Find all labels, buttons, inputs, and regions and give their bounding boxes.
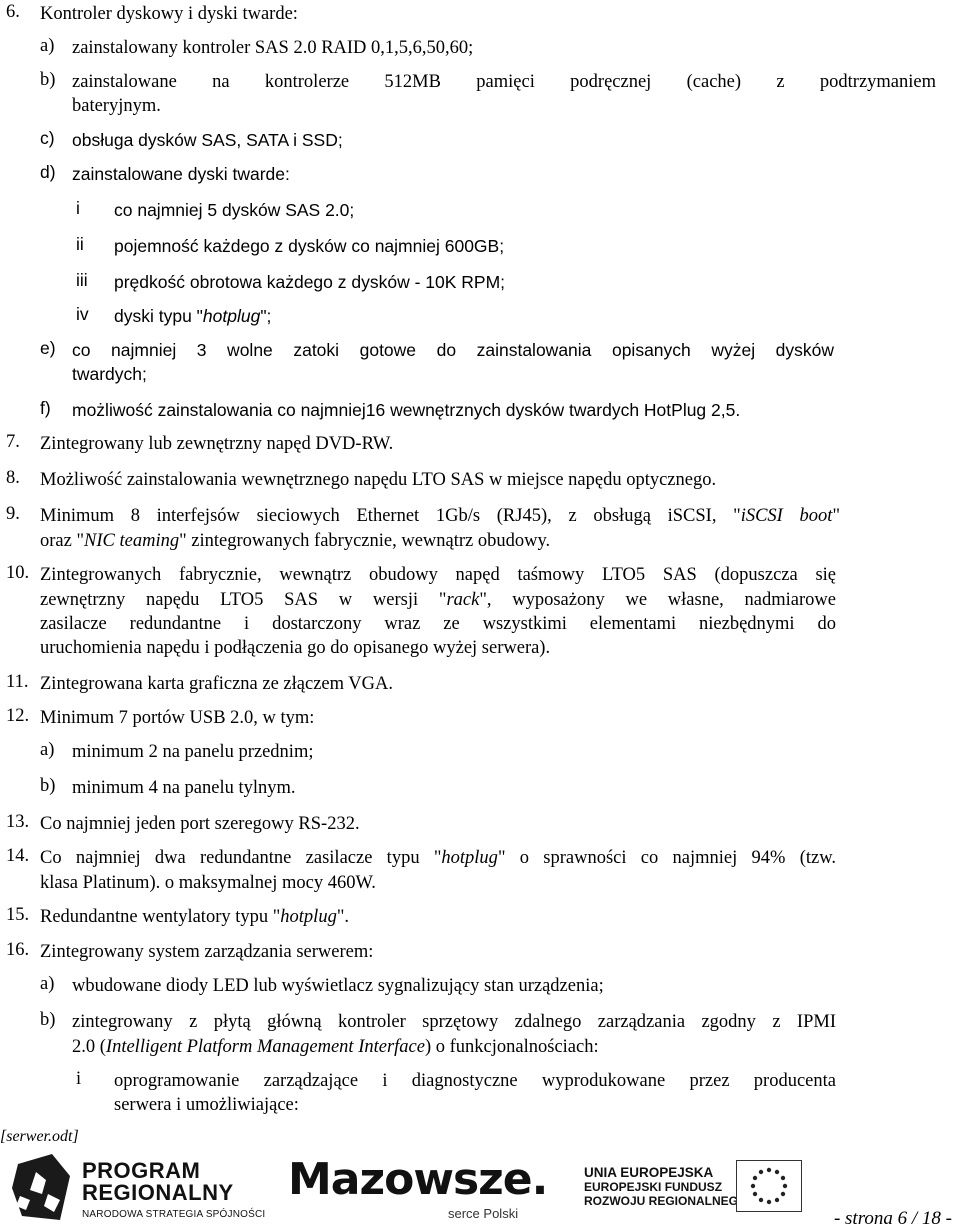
eu-line: UNIA EUROPEJSKA: [584, 1165, 714, 1180]
list-item: pojemność każdego z dysków co najmniej 600GB;: [114, 236, 505, 256]
item-letter: b): [40, 776, 56, 796]
list-item: możliwość zainstalowania co najmniej16 wewnętrznych dysków twardych HotPlug 2,5.: [72, 400, 741, 420]
eu-logo: [584, 1160, 814, 1220]
footer-logos: [0, 1150, 960, 1232]
program-regionalny-logo: [12, 1154, 272, 1226]
list-item-line: zintegrowany z płytą główną kontroler sprzętowy zdalnego zarządzania zgodny z IPMI: [72, 1012, 836, 1032]
program-star-icon: [12, 1154, 74, 1224]
list-item: Zintegrowany lub zewnętrzny napęd DVD-RW.: [40, 434, 394, 454]
eu-line: ROZWOJU REGIONALNEGO: [584, 1194, 748, 1208]
text-run: " zintegrowanych fabrycznie, wewnątrz obudowy.: [179, 531, 551, 551]
footer-filename: [serwer.odt]: [0, 1128, 79, 1145]
list-item: Co najmniej jeden port szeregowy RS-232.: [40, 814, 360, 834]
text-run: ", wyposażony we własne, nadmiarowe: [479, 590, 836, 610]
text-run: " o sprawności co najmniej 94% (tzw.: [497, 848, 837, 868]
list-item: Zintegrowana karta graficzna ze złączem VGA.: [40, 674, 394, 694]
text-run: dyski typu ": [114, 306, 203, 326]
item-letter: e): [40, 338, 56, 358]
item-number: 11.: [6, 672, 29, 692]
list-item-line: uruchomienia napędu i podłączenia go do opisanego wyżej serwera).: [40, 638, 551, 658]
italic-term: hotplug: [202, 306, 261, 326]
program-line: PROGRAM: [82, 1158, 201, 1183]
item-number: 15.: [6, 905, 30, 925]
list-item: wbudowane diody LED lub wyświetlacz sygnalizujący stan urządzenia;: [72, 976, 604, 996]
list-item: Kontroler dyskowy i dyski twarde:: [40, 4, 298, 24]
text-run: zewnętrzny napędu LTO5 SAS w wersji ": [40, 590, 447, 610]
item-roman: i: [76, 198, 80, 218]
text-run: ": [832, 506, 840, 526]
list-item-line: Zintegrowanych fabrycznie, wewnątrz obudowy napęd taśmowy LTO5 SAS (dopuszcza się: [40, 565, 836, 585]
mazowsze-wordmark: Mazowsze.: [288, 1154, 548, 1205]
item-roman: iii: [76, 270, 88, 290]
eu-line: EUROPEJSKI FUNDUSZ: [584, 1180, 723, 1194]
text-run: ";: [260, 306, 272, 326]
list-item-line: klasa Platinum). o maksymalnej mocy 460W.: [40, 873, 376, 893]
italic-term: iSCSI boot: [740, 506, 833, 526]
list-item-line: [40, 588, 836, 612]
list-item-line: twardych;: [72, 364, 147, 384]
italic-term: hotplug: [441, 848, 498, 868]
text-run: ) o funkcjonalnościach:: [424, 1037, 599, 1057]
text-run: Minimum 8 interfejsów sieciowych Ethernet 1Gb/s (RJ45), z obsługą iSCSI, ": [40, 506, 741, 526]
list-item: zainstalowane dyski twarde:: [72, 164, 290, 184]
list-item: minimum 4 na panelu tylnym.: [72, 778, 296, 798]
list-item: Minimum 7 portów USB 2.0, w tym:: [40, 708, 315, 728]
italic-term: rack: [446, 590, 480, 610]
list-item: [40, 905, 349, 929]
eu-text: [584, 1166, 747, 1208]
text-run: 2.0 (: [72, 1037, 106, 1057]
item-letter: a): [40, 740, 55, 760]
list-item-line: [40, 504, 840, 528]
item-number: 13.: [6, 812, 30, 832]
item-number: 14.: [6, 846, 30, 866]
item-number: 16.: [6, 940, 30, 960]
list-item-line: [40, 846, 836, 870]
list-item-line: oprogramowanie zarządzające i diagnostyczne wyprodukowane przez producenta: [114, 1071, 836, 1091]
eu-flag-icon: [736, 1160, 802, 1212]
text-run: Co najmniej dwa redundantne zasilacze typu ": [40, 848, 442, 868]
item-roman: ii: [76, 234, 84, 254]
list-item: zainstalowany kontroler SAS 2.0 RAID 0,1,5,6,50,60;: [72, 38, 474, 58]
list-item-line: co najmniej 3 wolne zatoki gotowe do zainstalowania opisanych wyżej dysków: [72, 340, 834, 360]
italic-term: Intelligent Platform Management Interface: [105, 1037, 425, 1057]
list-item: prędkość obrotowa każdego z dysków - 10K RPM;: [114, 272, 506, 292]
item-letter: f): [40, 398, 51, 418]
list-item-line: zainstalowane na kontrolerze 512MB pamięci podręcznej (cache) z podtrzymaniem: [72, 72, 936, 92]
list-item-line: zasilacze redundantne i dostarczony wraz ze wszystkimi elementami niezbędnymi do: [40, 614, 836, 634]
page-number: - strona 6 / 18 -: [833, 1208, 952, 1229]
mazowsze-subtitle: serce Polski: [448, 1206, 519, 1221]
list-item-line: serwera i umożliwiające:: [114, 1095, 299, 1115]
item-letter: a): [40, 36, 55, 56]
item-number: 6.: [6, 2, 20, 22]
item-roman: iv: [76, 304, 89, 324]
item-number: 7.: [6, 432, 20, 452]
program-line: REGIONALNY: [82, 1180, 234, 1205]
list-item-line: bateryjnym.: [72, 96, 161, 116]
item-letter: c): [40, 128, 55, 148]
program-line: NARODOWA STRATEGIA SPÓJNOŚCI: [82, 1209, 266, 1220]
italic-term: hotplug: [280, 907, 337, 927]
list-item: [114, 304, 271, 328]
italic-term: NIC teaming: [84, 531, 180, 551]
list-item-line: [72, 1035, 599, 1059]
item-number: 10.: [6, 563, 30, 583]
item-letter: a): [40, 974, 55, 994]
text-run: oraz ": [40, 531, 85, 551]
list-item: Zintegrowany system zarządzania serwerem:: [40, 942, 374, 962]
text-run: ".: [336, 907, 350, 927]
list-item: obsługa dysków SAS, SATA i SSD;: [72, 130, 343, 150]
list-item: Możliwość zainstalowania wewnętrznego napędu LTO SAS w miejsce napędu optycznego.: [40, 470, 717, 490]
text-run: Redundantne wentylatory typu ": [40, 907, 281, 927]
list-item: minimum 2 na panelu przednim;: [72, 742, 314, 762]
list-item: co najmniej 5 dysków SAS 2.0;: [114, 200, 355, 220]
item-letter: b): [40, 1010, 56, 1030]
item-number: 12.: [6, 706, 30, 726]
item-letter: d): [40, 162, 56, 182]
mazowsze-logo: [288, 1154, 548, 1228]
item-letter: b): [40, 70, 56, 90]
program-text: [82, 1160, 265, 1222]
item-number: 8.: [6, 468, 20, 488]
item-roman: i: [76, 1069, 82, 1089]
list-item-line: [40, 529, 550, 553]
item-number: 9.: [6, 504, 20, 524]
